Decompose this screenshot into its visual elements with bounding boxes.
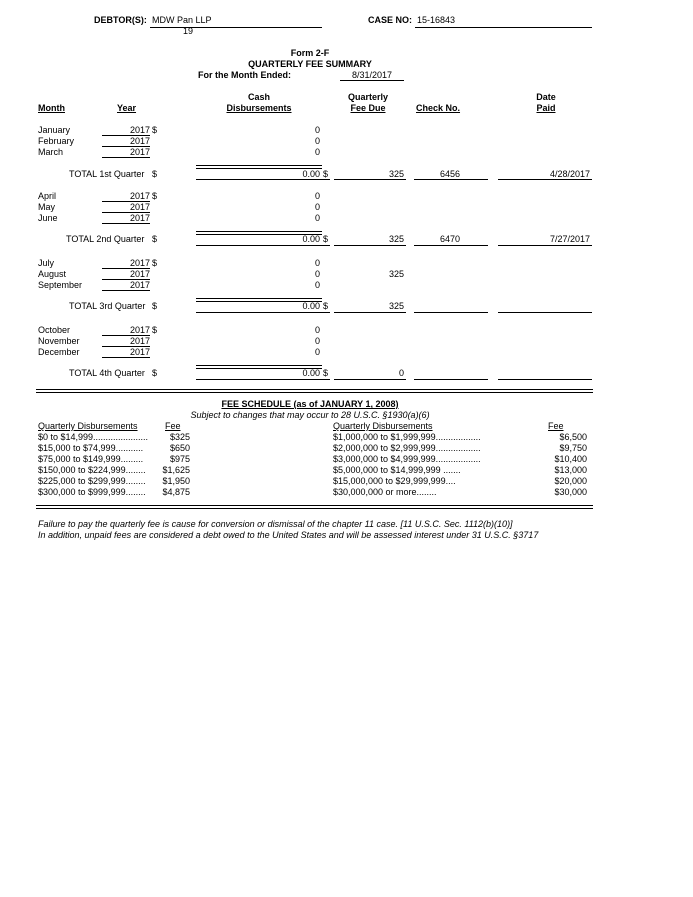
dollar-sign: $ (323, 301, 329, 311)
total-cash: 0.00 (302, 169, 320, 179)
year-cell: 2017 (102, 213, 150, 224)
fee-amount: $20,000 (554, 476, 587, 486)
col-month: Month (38, 103, 65, 113)
total-underline (196, 179, 330, 180)
cash-cell: 0 (314, 191, 320, 201)
form-id: Form 2-F (290, 48, 330, 58)
cash-cell: 0 (314, 269, 320, 279)
year-cell: 2017 (102, 325, 150, 336)
dollar-sign: $ (152, 125, 158, 135)
fee-amount: $650 (169, 443, 190, 453)
month-ended-underline (340, 80, 404, 81)
fee-amount: $10,400 (554, 454, 587, 464)
fee-due: 325 (388, 234, 404, 244)
fee-amount: $4,875 (162, 487, 190, 497)
year-cell: 2017 (102, 258, 150, 269)
year-cell: 2017 (102, 347, 150, 358)
page-number: 19 (183, 26, 194, 36)
month-fee: 325 (388, 269, 404, 279)
total-label: TOTAL 3rd Quarter (69, 301, 146, 311)
fee-range: $150,000 to $224,999........ (38, 465, 146, 475)
month-label: September (38, 280, 83, 290)
fee-underline (334, 312, 406, 313)
month-label: October (38, 325, 71, 335)
fee-range: $75,000 to $149,999......... (38, 454, 144, 464)
month-label: March (38, 147, 64, 157)
date-paid: 7/27/2017 (549, 234, 590, 244)
total-label: TOTAL 4th Quarter (69, 368, 145, 378)
footer-note-2: In addition, unpaid fees are considered a debt owed to the United States and will be assessed interest under 31 U.S.C. §3717 (38, 530, 539, 540)
col-date-1: Date (536, 92, 556, 102)
fee-due: 325 (388, 169, 404, 179)
fee-due: 325 (388, 301, 404, 311)
fee-range: $1,000,000 to $1,999,999.................. (333, 432, 481, 442)
year-cell: 2017 (102, 147, 150, 158)
debtor-name: MDW Pan LLP (152, 15, 212, 25)
dollar-sign: $ (323, 169, 329, 179)
fee-range: $300,000 to $999,999........ (38, 487, 146, 497)
check-underline (414, 312, 488, 313)
col-check: Check No. (416, 103, 461, 113)
col-cash-2: Disbursements (226, 103, 292, 113)
year-cell: 2017 (102, 191, 150, 202)
date-underline (498, 179, 592, 180)
col-fee-1: Quarterly (347, 92, 389, 102)
month-label: July (38, 258, 55, 268)
month-label: April (38, 191, 57, 201)
col-cash-1: Cash (247, 92, 270, 102)
month-label: May (38, 202, 56, 212)
fee-range: $15,000 to $74,999........... (38, 443, 144, 453)
fee-underline (334, 379, 406, 380)
fee-range: $5,000,000 to $14,999,999 ....... (333, 465, 461, 475)
month-label: January (38, 125, 71, 135)
fee-range: $2,000,000 to $2,999,999.................. (333, 443, 481, 453)
cash-cell: 0 (314, 347, 320, 357)
month-label: February (38, 136, 75, 146)
year-cell: 2017 (102, 202, 150, 213)
total-cash: 0.00 (302, 301, 320, 311)
dollar-sign: $ (152, 234, 158, 244)
year-cell: 2017 (102, 269, 150, 280)
fee-underline (334, 245, 406, 246)
year-cell: 2017 (102, 125, 150, 136)
col-fee-2: Fee Due (350, 103, 386, 113)
dollar-sign: $ (152, 301, 158, 311)
total-underline (196, 245, 330, 246)
fee-range: $0 to $14,999...................... (38, 432, 149, 442)
fee-amount: $13,000 (554, 465, 587, 475)
cash-cell: 0 (314, 202, 320, 212)
check-number: 6456 (440, 169, 461, 179)
cash-cell: 0 (314, 336, 320, 346)
month-label: June (38, 213, 58, 223)
date-underline (498, 245, 592, 246)
check-underline (414, 179, 488, 180)
section-divider (36, 389, 593, 393)
case-number: 15-16843 (417, 15, 456, 25)
total-underline (196, 312, 330, 313)
date-underline (498, 379, 592, 380)
footer-note-1: Failure to pay the quarterly fee is cause for conversion or dismissal of the chapter 11 case. [11 U.S.C. Sec. 1112(b)(10)] (38, 519, 513, 529)
fee-amount: $1,625 (162, 465, 190, 475)
year-cell: 2017 (102, 280, 150, 291)
fee-range: $225,000 to $299,999........ (38, 476, 146, 486)
total-label: TOTAL 1st Quarter (69, 169, 145, 179)
date-paid: 4/28/2017 (549, 169, 590, 179)
debtor-label: DEBTOR(S): (94, 15, 147, 25)
month-label: August (38, 269, 67, 279)
fee-schedule-title: FEE SCHEDULE (as of JANUARY 1, 2008) (221, 399, 399, 409)
fee-amount: $975 (169, 454, 190, 464)
debtor-underline (150, 27, 322, 28)
fee-due: 0 (398, 368, 404, 378)
check-underline (414, 245, 488, 246)
dollar-sign: $ (152, 191, 158, 201)
year-cell: 2017 (102, 136, 150, 147)
schedule-bottom-divider (36, 505, 593, 509)
dollar-sign: $ (152, 258, 158, 268)
col-year: Year (117, 103, 137, 113)
month-label: November (38, 336, 80, 346)
left-disb-header: Quarterly Disbursements (38, 421, 138, 431)
cash-cell: 0 (314, 147, 320, 157)
page-title: QUARTERLY FEE SUMMARY (248, 59, 372, 69)
right-disb-header: Quarterly Disbursements (333, 421, 433, 431)
right-fee-header: Fee (548, 421, 564, 431)
dollar-sign: $ (323, 368, 329, 378)
fee-amount: $6,500 (559, 432, 587, 442)
total-underline (196, 379, 330, 380)
col-date-2: Paid (536, 103, 556, 113)
total-cash: 0.00 (302, 368, 320, 378)
date-underline (498, 312, 592, 313)
month-ended-value: 8/31/2017 (351, 70, 393, 80)
left-fee-header: Fee (165, 421, 181, 431)
dollar-sign: $ (152, 368, 158, 378)
fee-range: $3,000,000 to $4,999,999.................. (333, 454, 481, 464)
cash-cell: 0 (314, 325, 320, 335)
cash-cell: 0 (314, 125, 320, 135)
fee-amount: $1,950 (162, 476, 190, 486)
total-cash: 0.00 (302, 234, 320, 244)
fee-range: $30,000,000 or more........ (333, 487, 437, 497)
year-cell: 2017 (102, 336, 150, 347)
fee-amount: $30,000 (554, 487, 587, 497)
dollar-sign: $ (152, 169, 158, 179)
fee-range: $15,000,000 to $29,999,999.... (333, 476, 456, 486)
cash-cell: 0 (314, 136, 320, 146)
dollar-sign: $ (152, 325, 158, 335)
fee-amount: $325 (169, 432, 190, 442)
month-ended-label: For the Month Ended: (198, 70, 291, 80)
dollar-sign: $ (323, 234, 329, 244)
fee-schedule-subtitle: Subject to changes that may occur to 28 U.S.C. §1930(a)(6) (190, 410, 430, 420)
cash-cell: 0 (314, 258, 320, 268)
cash-cell: 0 (314, 280, 320, 290)
month-label: December (38, 347, 80, 357)
check-underline (414, 379, 488, 380)
fee-amount: $9,750 (559, 443, 587, 453)
fee-underline (334, 179, 406, 180)
case-underline (415, 27, 592, 28)
cash-cell: 0 (314, 213, 320, 223)
case-label: CASE NO: (368, 15, 413, 25)
check-number: 6470 (440, 234, 461, 244)
total-label: TOTAL 2nd Quarter (66, 234, 145, 244)
